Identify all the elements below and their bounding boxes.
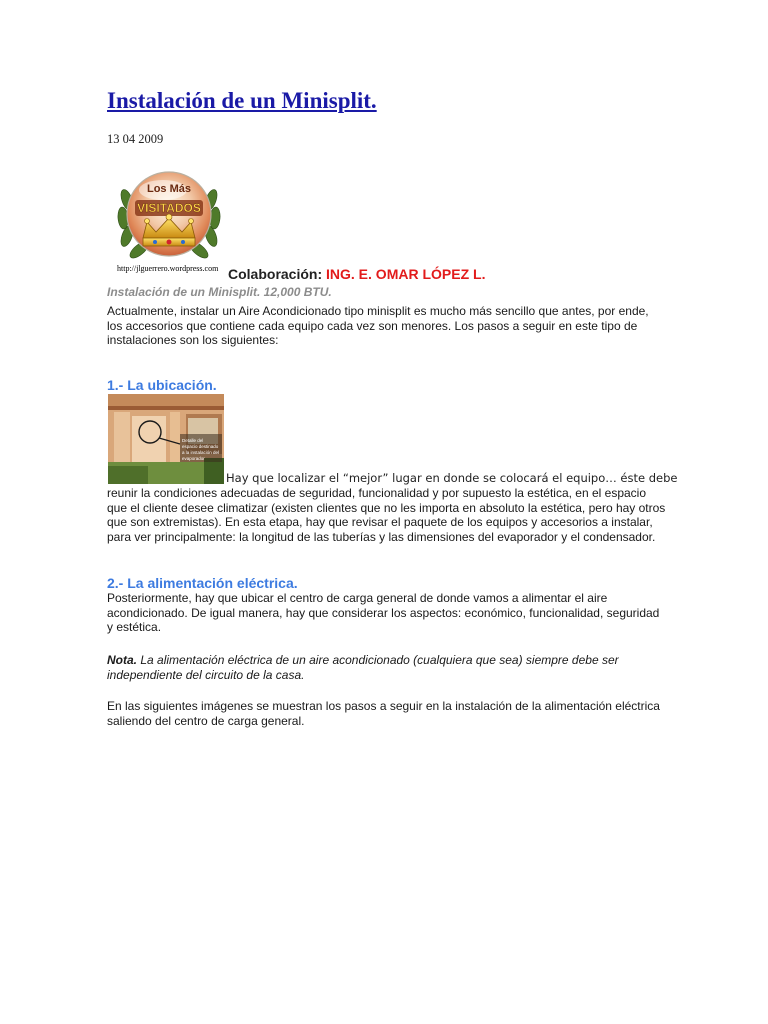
collaboration-label: Colaboración: <box>228 266 323 282</box>
nota-label: Nota. <box>107 653 137 667</box>
badge-url: http://jlguerrero.wordpress.com <box>117 264 219 273</box>
collaboration-author: ING. E. OMAR LÓPEZ L. <box>326 266 486 282</box>
nota-body: La alimentación eléctrica de un aire acondicionado (cualquiera que sea) siempre debe ser independiente del circuito de la casa. <box>107 653 619 682</box>
section1-body: reunir la condiciones adecuadas de seguridad, funcionalidad y por supuesto la estética, en el espacio que el cliente desee climatizar (existen clientes que no les importa en absoluto la estética, pero hay otros que son extremistas). En esta etapa, hay que revisar el paquete de los equipos y accesorios a instalar, para ver principalmente: la longitud de las tuberías y las dimensiones del evaporador y el condensador. <box>107 486 666 544</box>
section1-inline-text: Hay que localizar el “mejor” lugar en donde se colocará el equipo… éste debe <box>226 471 678 485</box>
section2-body: Posteriormente, hay que ubicar el centro de carga general de donde vamos a alimentar el aire acondicionado. De igual manera, hay que considerar los aspectos: económico, funcionalidad, seguridad y estética. <box>107 591 660 634</box>
section2-heading: 2.- La alimentación eléctrica. <box>107 575 298 591</box>
intro-paragraph: Actualmente, instalar un Aire Acondicionado tipo minisplit es mucho más sencillo que antes, por ende, los accesorios que contiene cada equipo cada vez son menores. Los pasos a seguir en este tipo de instalaciones son los siguientes: <box>107 304 649 347</box>
post-date: 13 04 2009 <box>107 132 164 146</box>
svg-text:Detalle del: Detalle del <box>182 438 204 443</box>
badge-line1: Los Más <box>146 183 192 195</box>
collaboration-line <box>228 266 485 282</box>
laurel-crown-badge-icon <box>113 160 225 264</box>
nota-paragraph <box>107 653 667 682</box>
svg-text:espacio destinado: espacio destinado <box>182 444 219 449</box>
closing-paragraph: En las siguientes imágenes se muestran los pasos a seguir en la instalación de la alimentación eléctrica saliendo del centro de carga general. <box>107 699 660 728</box>
svg-text:a la instalación del: a la instalación del <box>182 450 220 455</box>
most-visited-badge <box>113 160 225 280</box>
svg-text:evaporador: evaporador <box>182 456 205 461</box>
location-photo <box>108 394 224 484</box>
badge-line2: VISITADOS <box>137 201 201 215</box>
house-corridor-photo-icon <box>108 394 224 484</box>
section1-heading: 1.- La ubicación. <box>107 377 217 393</box>
post-subtitle: Instalación de un Minisplit. 12,000 BTU. <box>107 285 332 299</box>
post-title-link[interactable]: Instalación de un Minisplit. <box>107 88 377 113</box>
